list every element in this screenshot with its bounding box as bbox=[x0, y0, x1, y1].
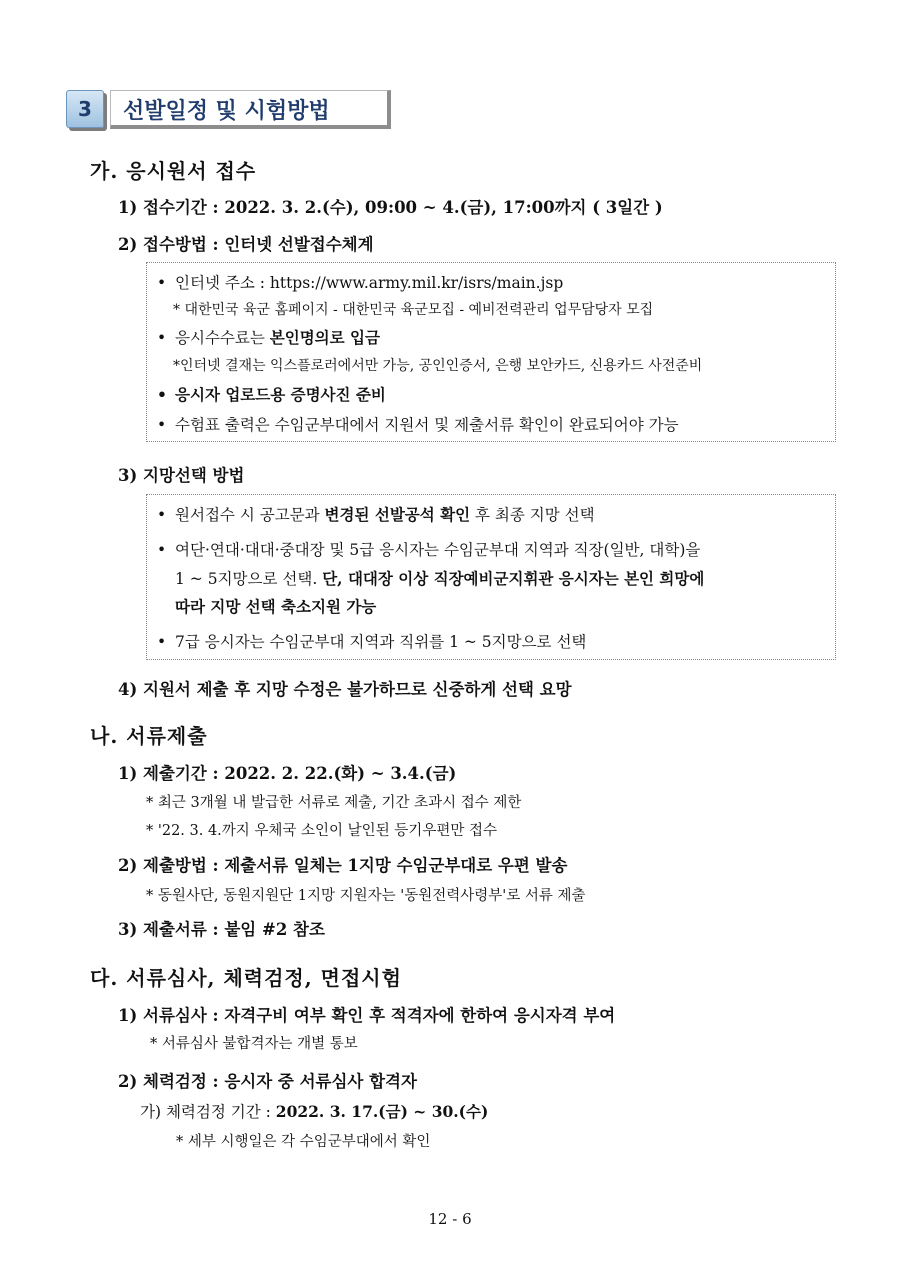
da-item2-sub-note: * 세부 시행일은 각 수임군부대에서 확인 bbox=[176, 1134, 431, 1150]
da-item2-sub bbox=[140, 1100, 488, 1122]
page-number: 12 - 6 bbox=[428, 1210, 472, 1228]
na-item2: 2) 제출방법 : 제출서류 일체는 1지망 수임군부대로 우편 발송 bbox=[118, 856, 568, 875]
da-item1: 1) 서류심사 : 자격구비 여부 확인 후 적격자에 한하여 응시자격 부여 bbox=[118, 1006, 616, 1025]
ga-info-box-2 bbox=[146, 494, 836, 660]
ga-item1: 1) 접수기간 : 2022. 3. 2.(수), 09:00 ~ 4.(금), 17:00까지 ( 3일간 ) bbox=[118, 198, 663, 217]
choice-rules-line3: 따라 지망 선택 축소지원 가능 bbox=[175, 597, 377, 616]
fitness-period-label: 가) 체력검정 기간 : bbox=[140, 1103, 276, 1121]
vacancy-text-post: 후 최종 지망 선택 bbox=[470, 506, 595, 524]
section-title-box bbox=[110, 90, 391, 129]
fee-bold-text: 본인명의로 입금 bbox=[269, 328, 380, 347]
note-payment: *인터넷 결재는 익스플로러에서만 가능, 공인인증서, 은행 보안카드, 신용카드 사전준비 bbox=[173, 358, 703, 374]
na-item3: 3) 제출서류 : 붙임 #2 참조 bbox=[118, 920, 325, 939]
section-number: 3 bbox=[66, 90, 104, 128]
internet-address-text: 인터넷 주소 : https://www.army.mil.kr/isrs/main.jsp bbox=[175, 274, 564, 292]
choice-rules-line2 bbox=[175, 567, 704, 589]
choice-rules-line1: 여단·연대·대대·중대장 및 5급 응시자는 수임군부대 지역과 직장(일반, 대학)을 bbox=[175, 541, 701, 559]
section-header bbox=[66, 90, 390, 128]
fee-text: 응시수수료는 bbox=[175, 329, 270, 347]
bullet-application-fee: • 응시수수료는 본인명의로 입금 bbox=[157, 328, 380, 347]
bullet-grade7: • 7급 응시자는 수임군부대 지역과 직위를 1 ~ 5지망으로 선택 bbox=[157, 633, 587, 651]
da-item2: 2) 체력검정 : 응시자 중 서류심사 합격자 bbox=[118, 1072, 417, 1091]
ga-item3: 3) 지망선택 방법 bbox=[118, 466, 245, 485]
heading-ga: 가. 응시원서 접수 bbox=[90, 159, 257, 183]
bullet-choice-rules: • 여단·연대·대대·중대장 및 5급 응시자는 수임군부대 지역과 직장(일반, 대학)을 bbox=[157, 541, 701, 559]
choice-rules-line2-bold: 단, 대대장 이상 직장예비군지휘관 응시자는 본인 희망에 bbox=[322, 569, 705, 588]
admission-ticket-text: 수험표 출력은 수임군부대에서 지원서 및 제출서류 확인이 완료되어야 가능 bbox=[175, 416, 679, 434]
choice-rules-line2-text: 1 ~ 5지망으로 선택. bbox=[175, 570, 323, 588]
bullet-admission-ticket: • 수험표 출력은 수임군부대에서 지원서 및 제출서류 확인이 완료되어야 가능 bbox=[157, 416, 679, 434]
fitness-period-value: 2022. 3. 17.(금) ~ 30.(수) bbox=[275, 1102, 489, 1121]
note-homepage-path: * 대한민국 육군 홈페이지 - 대한민국 육군모집 - 예비전력관리 업무담당자 모집 bbox=[173, 302, 654, 318]
na-item1-note1: * 최근 3개월 내 발급한 서류로 제출, 기간 초과시 접수 제한 bbox=[146, 795, 522, 811]
grade7-text: 7급 응시자는 수임군부대 지역과 직위를 1 ~ 5지망으로 선택 bbox=[175, 633, 587, 651]
na-item2-note: * 동원사단, 동원지원단 1지망 지원자는 '동원전력사령부'로 서류 제출 bbox=[146, 888, 586, 904]
heading-da: 다. 서류심사, 체력검정, 면접시험 bbox=[90, 966, 402, 990]
photo-text: 응시자 업로드용 증명사진 준비 bbox=[175, 385, 386, 404]
bullet-internet-address: • 인터넷 주소 : https://www.army.mil.kr/isrs/main.jsp bbox=[157, 274, 564, 292]
ga-item2: 2) 접수방법 : 인터넷 선발접수체계 bbox=[118, 235, 374, 254]
ga-info-box-1 bbox=[146, 262, 836, 442]
ga-item4: 4) 지원서 제출 후 지망 수정은 불가하므로 신중하게 선택 요망 bbox=[118, 680, 572, 699]
da-item1-note: * 서류심사 불합격자는 개별 통보 bbox=[150, 1036, 358, 1052]
section-title: 선발일정 및 시험방법 bbox=[123, 99, 330, 124]
vacancy-text-bold: 변경된 선발공석 확인 bbox=[324, 505, 471, 524]
bullet-photo: • 응시자 업로드용 증명사진 준비 bbox=[157, 385, 386, 404]
vacancy-text-pre: 원서접수 시 공고문과 bbox=[175, 506, 325, 524]
na-item1: 1) 제출기간 : 2022. 2. 22.(화) ~ 3.4.(금) bbox=[118, 764, 457, 783]
bullet-confirm-vacancy: • 원서접수 시 공고문과 변경된 선발공석 확인 후 최종 지망 선택 bbox=[157, 505, 595, 524]
heading-na: 나. 서류제출 bbox=[90, 724, 208, 748]
na-item1-note2: * '22. 3. 4.까지 우체국 소인이 날인된 등기우편만 접수 bbox=[146, 823, 497, 839]
